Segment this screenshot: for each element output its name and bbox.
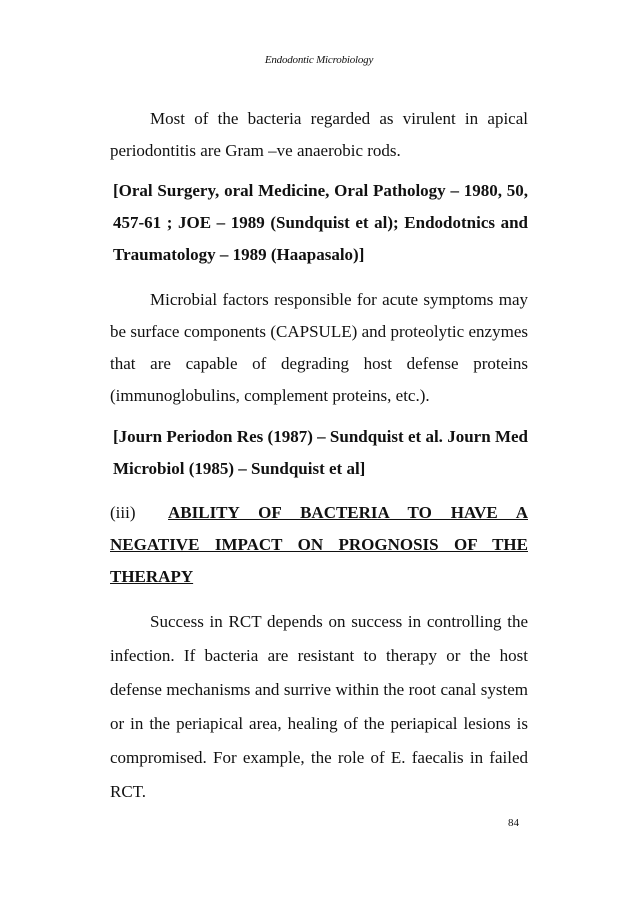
heading-line-2: [110, 529, 528, 561]
heading-line-3: [110, 561, 528, 593]
paragraph-microbial-factors: Microbial factors responsible for acute symptoms may be surface components (CAPSULE) and proteolytic enzymes that are capable of degrading host defense proteins (immunoglobulins, complement proteins, etc.).: [110, 290, 528, 405]
paragraph-virulent-bacteria: Most of the bacteria regarded as virulent in apical periodontitis are Gram –ve anaerobic rods.: [110, 109, 528, 160]
page-number: 84: [508, 817, 519, 829]
heading-text-line-2: NEGATIVE IMPACT ON PROGNOSIS OF THE: [110, 535, 528, 554]
section-heading: [110, 497, 528, 593]
heading-text-line-3: THERAPY: [110, 567, 194, 586]
citation-journ-periodon: [Journ Periodon Res (1987) – Sundquist et al. Journ Med Microbiol (1985) – Sundquist et al]: [113, 427, 528, 478]
heading-text-line-1: ABILITY OF BACTERIA TO HAVE A: [168, 503, 528, 522]
citation-oral-surgery: [Oral Surgery, oral Medicine, Oral Pathology – 1980, 50, 457-61 ; JOE – 1989 (Sundquist et al); Endodotnics and Traumatology – 1989 (Haapasalo)]: [113, 181, 528, 264]
heading-line-1: [110, 497, 528, 529]
heading-number: (iii): [110, 503, 136, 522]
paragraph-success-rct: Success in RCT depends on success in controlling the infection. If bacteria are resistant to therapy or the host defense mechanisms and surrive within the root canal system or in the periapical area, healing of the periapical lesions is compromised. For example, the role of E. faecalis in failed RCT.: [110, 612, 528, 801]
running-header: Endodontic Microbiology: [264, 54, 374, 66]
